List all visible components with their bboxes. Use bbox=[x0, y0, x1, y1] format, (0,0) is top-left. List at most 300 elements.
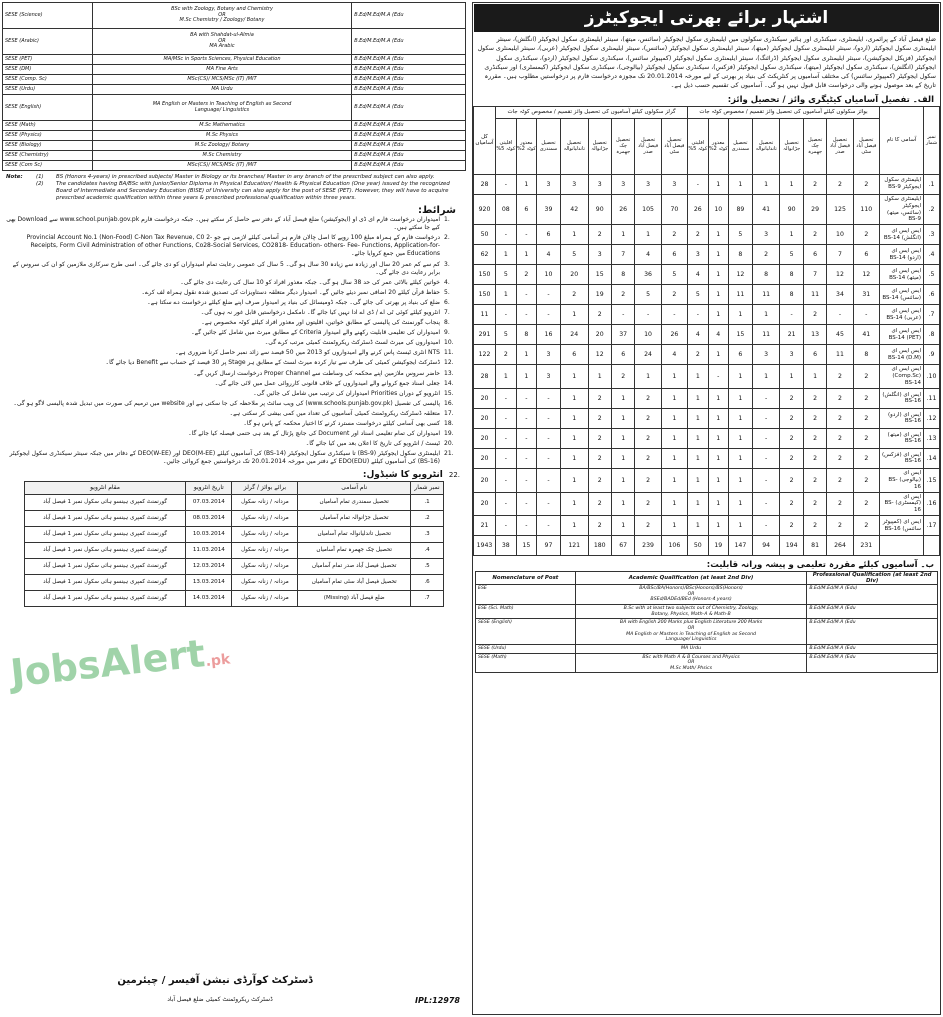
row-total: 20 bbox=[474, 408, 496, 428]
girls-count: 1 bbox=[496, 365, 517, 389]
boys-count: 1 bbox=[708, 225, 728, 245]
post-name: تحصیل فیصل آباد سٹی تمام آسامیاں bbox=[298, 574, 411, 590]
serial: 1. bbox=[924, 174, 940, 194]
condition-number: 6. bbox=[444, 298, 450, 306]
condition-number: 10. bbox=[444, 339, 454, 347]
tehsil-col-header: تحصیل تاندلیانوالہ bbox=[752, 118, 780, 174]
qual-row bbox=[476, 644, 938, 653]
girls-count: 3 bbox=[661, 174, 687, 194]
girls-count: 2 bbox=[588, 225, 611, 245]
girls-count: - bbox=[516, 408, 536, 428]
girls-count: 1 bbox=[661, 492, 687, 516]
row-total: 20 bbox=[474, 448, 496, 468]
condition-text: ضلع کی بنیاد پر بھرتی کی جائے گی۔ جبکہ ڈومیسائل کی بنیاد پر امیدوار صرف اپنے ضلع کیلئے درخواست دے سکتا ہے۔ bbox=[147, 298, 440, 306]
girls-count: 2 bbox=[635, 448, 661, 468]
school-type: مردانہ / زنانہ سکول bbox=[232, 542, 298, 558]
academic-qual: MA English or Masters in Teaching of English as Second Language/ Linguistics bbox=[92, 95, 351, 121]
boys-count: 45 bbox=[827, 325, 853, 345]
girls-total: 121 bbox=[560, 536, 588, 556]
post-name: ایلیمنٹری سکول ایجوکیٹر (سائنس، میتھ) BS-9 bbox=[880, 194, 924, 225]
boys-count: 11 bbox=[728, 285, 752, 305]
girls-count: 1 bbox=[635, 225, 661, 245]
school-type: مردانہ / زنانہ سکول bbox=[232, 590, 298, 606]
boys-count: 1 bbox=[688, 448, 708, 468]
boys-count: 12 bbox=[728, 265, 752, 285]
girls-count: 1 bbox=[560, 428, 588, 448]
girls-count: 2 bbox=[635, 388, 661, 408]
boys-count: 1 bbox=[780, 174, 803, 194]
boys-count: 2 bbox=[827, 388, 853, 408]
condition-text: خواتین کیلئے بالائی عمر کی حد 38 سال ہو گی۔ جبکہ معذور افراد کو 10 سال کی رعایت دی جائے گی۔ bbox=[180, 278, 440, 286]
girls-count: 20 bbox=[588, 325, 611, 345]
qual-row bbox=[476, 585, 938, 605]
boys-count: 1 bbox=[688, 365, 708, 389]
row-total: 11 bbox=[474, 305, 496, 325]
post-name: SESE (English) bbox=[3, 95, 93, 121]
condition-item bbox=[6, 380, 462, 388]
girls-count: 2 bbox=[516, 265, 536, 285]
professional-qual: B.Ed/M.Ed/M.A (Edu bbox=[352, 65, 466, 75]
serial: 2. bbox=[924, 194, 940, 225]
note-item bbox=[36, 181, 462, 202]
row-total: 122 bbox=[474, 345, 496, 365]
boys-count: 1 bbox=[708, 516, 728, 536]
boys-count: 12 bbox=[827, 265, 853, 285]
boys-total: 94 bbox=[752, 536, 780, 556]
girls-count: 1 bbox=[560, 516, 588, 536]
condition-number: 9. bbox=[444, 329, 450, 337]
vacancy-row bbox=[474, 468, 940, 492]
post-name: SESE (Math) bbox=[476, 653, 576, 673]
boys-count: - bbox=[780, 305, 803, 325]
academic-qual: M.Sc Chemistry bbox=[92, 151, 351, 161]
academic-qual: MSc(CS)/ MCS/MSc (IT) /MIT bbox=[92, 75, 351, 85]
girls-count: 2 bbox=[588, 516, 611, 536]
watermark-text: JobsAlert bbox=[8, 631, 208, 696]
post-name: تحصیل تاندلیانوالہ تمام آسامیاں bbox=[298, 526, 411, 542]
girls-count: 6 bbox=[516, 194, 536, 225]
boys-header: بوائز سکولوں کیلئے آسامیوں کی تحصیل وائز تقسیم / مخصوص کوٹہ جات bbox=[688, 106, 880, 118]
professional-qual: B.Ed/M.Ed/M.A (Edu bbox=[807, 644, 938, 653]
note-text: BS (Honors 4-years) in prescribed subjects/ Master in Biology or its branches/ Master in any branch of the prescribed subject can also apply. bbox=[56, 174, 435, 180]
boys-count: 41 bbox=[752, 194, 780, 225]
tehsil-col-header: تحصیل فیصل آباد صدر bbox=[827, 118, 853, 174]
post-name: SESE (Science) bbox=[3, 3, 93, 29]
girls-count: 1 bbox=[661, 448, 687, 468]
condition-number: 4. bbox=[444, 278, 450, 286]
girls-count: 6 bbox=[560, 345, 588, 365]
boys-count: 2 bbox=[827, 365, 853, 389]
boys-total: 231 bbox=[853, 536, 879, 556]
boys-count: 125 bbox=[827, 194, 853, 225]
post-name: SESE (DM) bbox=[3, 65, 93, 75]
girls-count: 2 bbox=[588, 492, 611, 516]
condition-item bbox=[6, 370, 462, 378]
qualification-continued-table bbox=[2, 2, 466, 171]
girls-count: 105 bbox=[635, 194, 661, 225]
tehsil-col-header: تحصیل فیصل آباد سٹی bbox=[661, 118, 687, 174]
girls-count: 6 bbox=[611, 345, 635, 365]
boys-count: 2 bbox=[803, 174, 827, 194]
vacancy-row bbox=[474, 225, 940, 245]
condition-text: کم سے کم عمر 20 سال اور زیادہ سے زیادہ 30 سال ہو گی۔ 5 سال کی عمومی رعایت تمام امیدواران کو دی جائے گی۔ اسی طرح سرکاری ملازمین کو ان کی سروس کے برابر رعایت دی جائے گی۔ bbox=[12, 260, 440, 276]
interview-date: 07.03.2014 bbox=[186, 494, 232, 510]
girls-count: 4 bbox=[661, 345, 687, 365]
academic-qual: B.Sc with at least two subjects out of Chemistry, Zoology, Botany, Physics, Math-A & Math-B bbox=[575, 605, 807, 619]
interview-date: 13.03.2014 bbox=[186, 574, 232, 590]
condition-text: امیدواران درخواست فارم ای ڈی او (ایجوکیشن) ضلع فیصل آباد کے دفتر سے حاصل کر سکتے ہیں۔ جبکہ درخواست فارم www.school.punjab.gov.pk سے Download بھی کیے جا سکتے ہیں۔ bbox=[6, 216, 440, 232]
vacancy-row bbox=[474, 265, 940, 285]
boys-count: 29 bbox=[803, 194, 827, 225]
boys-count: 1 bbox=[728, 428, 752, 448]
post-name: SESE (Chemistry) bbox=[3, 151, 93, 161]
interview-col-header: مقام انٹرویو bbox=[25, 481, 186, 494]
row-total: 20 bbox=[474, 388, 496, 408]
boys-count: 3 bbox=[688, 245, 708, 265]
academic-qual: M.Sc Mathematics bbox=[92, 121, 351, 131]
girls-count: - bbox=[635, 305, 661, 325]
girls-count: 2 bbox=[635, 468, 661, 492]
serial: 13. bbox=[924, 428, 940, 448]
girls-count: - bbox=[496, 225, 517, 245]
condition-number: 2. bbox=[444, 234, 450, 242]
boys-count: 2 bbox=[803, 428, 827, 448]
school-type: مردانہ / زنانہ سکول bbox=[232, 526, 298, 542]
girls-count: 6 bbox=[537, 225, 561, 245]
boys-count: 2 bbox=[780, 428, 803, 448]
girls-count: 1 bbox=[560, 492, 588, 516]
qual-row bbox=[3, 151, 466, 161]
girls-count: 2 bbox=[635, 408, 661, 428]
academic-qual: MA Urdu bbox=[92, 85, 351, 95]
girls-count: 1 bbox=[611, 516, 635, 536]
vacancy-row bbox=[474, 448, 940, 468]
post-name: SESE (Arabic) bbox=[3, 29, 93, 55]
girls-count: - bbox=[496, 408, 517, 428]
girls-count: 39 bbox=[537, 194, 561, 225]
girls-count: 1 bbox=[560, 388, 588, 408]
boys-count: 2 bbox=[827, 174, 853, 194]
interview-col-header: برائے بوائز / گرلز bbox=[232, 481, 298, 494]
school-type: مردانہ / زنانہ سکول bbox=[232, 494, 298, 510]
boys-count: 10 bbox=[827, 225, 853, 245]
academic-qual: MA Fine Arts bbox=[92, 65, 351, 75]
row-total: 150 bbox=[474, 285, 496, 305]
post-name: ایس ایس ای (انگلش) BS-14 bbox=[880, 225, 924, 245]
tehsil-col-header: اقلیتی کوٹہ 5% bbox=[688, 118, 708, 174]
vacancy-row bbox=[474, 516, 940, 536]
boys-count: 2 bbox=[827, 448, 853, 468]
girls-count: 7 bbox=[611, 245, 635, 265]
interview-table bbox=[24, 481, 444, 607]
notes-label: Note: bbox=[6, 174, 23, 180]
girls-count: 3 bbox=[560, 174, 588, 194]
condition-text: درخواست فارم کے ہمراہ مبلغ 100 روپے کا اصل چالان فارم ہر آسامی کیلئے لازمی ہے جو Provincial Account No.1 (Non-Food) C-Non Tax Revenue, C0 2-Receipts, Form Civil Administration of other Functions, Co28-Social Services, CO2818- Education- others- Fee- Functions, Application-for-Educations میں جمع کروایا جائے۔ bbox=[26, 234, 440, 258]
interview-venue: گورنمنٹ کمپری ہینسو ہائی سکول نمبر 1 فیصل آباد bbox=[25, 558, 186, 574]
boys-count: 5 bbox=[780, 245, 803, 265]
girls-count: 2 bbox=[611, 365, 635, 389]
professional-qual: B.Ed/M.Ed/M.A (Edu bbox=[352, 75, 466, 85]
interview-number: 22. bbox=[448, 470, 460, 479]
post-name: SESE (Urdu) bbox=[476, 644, 576, 653]
qual-row bbox=[476, 653, 938, 673]
girls-count: 2 bbox=[635, 428, 661, 448]
tehsil-col-header: تحصیل فیصل آباد سٹی bbox=[853, 118, 879, 174]
girls-count: - bbox=[537, 516, 561, 536]
academic-qual: BSc with Zoology, Botany and Chemistry OR M.Sc Chemistry / Zoology/ Botany bbox=[92, 3, 351, 29]
girls-count: 2 bbox=[588, 408, 611, 428]
boys-count: 1 bbox=[708, 408, 728, 428]
boys-count: 2 bbox=[853, 492, 879, 516]
girls-count: 2 bbox=[560, 285, 588, 305]
post-name: ایس ای (کمپیوٹر سائنس) BS-16 bbox=[880, 516, 924, 536]
vacancy-row bbox=[474, 345, 940, 365]
girls-total: 97 bbox=[537, 536, 561, 556]
boys-count: 2 bbox=[780, 408, 803, 428]
post-name: ایلیمنٹری سکول ایجوکیٹر BS-9 bbox=[880, 174, 924, 194]
boys-count: 1 bbox=[708, 388, 728, 408]
vacancy-row bbox=[474, 408, 940, 428]
boys-count: 1 bbox=[728, 408, 752, 428]
girls-count: 12 bbox=[588, 345, 611, 365]
professional-qual: B.Ed/M.Ed/M.A (Edu bbox=[807, 605, 938, 619]
girls-count: 24 bbox=[635, 345, 661, 365]
boys-count: 7 bbox=[827, 245, 853, 265]
row-total: 50 bbox=[474, 225, 496, 245]
ipl-number: IPL:12978 bbox=[415, 996, 460, 1005]
vacancy-total-row bbox=[474, 536, 940, 556]
boys-count: 8 bbox=[752, 265, 780, 285]
girls-count: 1 bbox=[516, 345, 536, 365]
post-name: ایس ای (اردو) BS-16 bbox=[880, 408, 924, 428]
boys-count: - bbox=[688, 174, 708, 194]
condition-number: 8. bbox=[444, 319, 450, 327]
girls-count: - bbox=[496, 174, 517, 194]
qual-row bbox=[3, 65, 466, 75]
professional-qual: B.Ed/M.Ed/M.A (Edu bbox=[807, 653, 938, 673]
boys-count: 2 bbox=[780, 468, 803, 492]
interview-col-header: نمبر شمار bbox=[411, 481, 444, 494]
girls-count: 1 bbox=[588, 365, 611, 389]
condition-number: 15. bbox=[444, 389, 454, 397]
post-name: ضلع فیصل آباد (Missing) bbox=[298, 590, 411, 606]
girls-total: 67 bbox=[611, 536, 635, 556]
interview-col-header: نام آسامی bbox=[298, 481, 411, 494]
tehsil-col-header: تحصیل تاندلیانوالہ bbox=[560, 118, 588, 174]
condition-item bbox=[6, 329, 462, 337]
boys-count: 2 bbox=[752, 245, 780, 265]
girls-count: 1 bbox=[560, 365, 588, 389]
qual-row bbox=[3, 141, 466, 151]
girls-count: 70 bbox=[661, 194, 687, 225]
boys-count: 1 bbox=[688, 388, 708, 408]
post-name: ایس ایس ای (عربی) BS-14 bbox=[880, 305, 924, 325]
qual-row bbox=[476, 619, 938, 645]
girls-count: 15 bbox=[588, 265, 611, 285]
girls-count: 24 bbox=[560, 325, 588, 345]
condition-number: 11. bbox=[444, 349, 454, 357]
boys-count: 2 bbox=[780, 388, 803, 408]
boys-total: 147 bbox=[728, 536, 752, 556]
boys-count: 6 bbox=[803, 345, 827, 365]
interview-row bbox=[25, 542, 444, 558]
girls-count: 3 bbox=[635, 174, 661, 194]
boys-count: 12 bbox=[853, 265, 879, 285]
professional-qual: B.Ed/M.Ed/M.A (Edu bbox=[807, 619, 938, 645]
section-a-heading: الف۔ تفصیل آسامیاں کیٹیگری وائز / تحصیل وائز: bbox=[727, 94, 934, 105]
boys-count: 1 bbox=[708, 448, 728, 468]
boys-count: 2 bbox=[803, 388, 827, 408]
condition-item bbox=[6, 319, 462, 327]
boys-count: 1 bbox=[752, 174, 780, 194]
girls-count: 3 bbox=[537, 365, 561, 389]
girls-count: - bbox=[537, 285, 561, 305]
girls-count: 10 bbox=[635, 325, 661, 345]
girls-count: 3 bbox=[588, 245, 611, 265]
note-number: (2) bbox=[36, 181, 44, 188]
notes-section bbox=[2, 171, 466, 205]
boys-count: 11 bbox=[803, 285, 827, 305]
condition-number: 7. bbox=[444, 309, 450, 316]
boys-count: - bbox=[853, 305, 879, 325]
post-header: آسامی کا نام bbox=[880, 106, 924, 174]
boys-count: 7 bbox=[803, 265, 827, 285]
boys-count: 2 bbox=[853, 225, 879, 245]
serial: 2. bbox=[411, 510, 444, 526]
girls-count: - bbox=[537, 428, 561, 448]
boys-count: 2 bbox=[780, 492, 803, 516]
girls-total: 15 bbox=[516, 536, 536, 556]
interview-row bbox=[25, 494, 444, 510]
boys-total: 264 bbox=[827, 536, 853, 556]
boys-count: 2 bbox=[853, 448, 879, 468]
note-item bbox=[36, 174, 462, 181]
professional-qual: B.Ed/M.Ed/M.A (Edu bbox=[352, 161, 466, 171]
condition-item bbox=[6, 420, 462, 428]
interview-venue: گورنمنٹ کمپری ہینسو ہائی سکول نمبر 1 فیصل آباد bbox=[25, 542, 186, 558]
condition-item bbox=[6, 390, 462, 398]
interview-date: 10.03.2014 bbox=[186, 526, 232, 542]
girls-count: 1 bbox=[661, 428, 687, 448]
condition-item bbox=[6, 299, 462, 307]
boys-count: 1 bbox=[728, 448, 752, 468]
girls-count: 4 bbox=[537, 245, 561, 265]
girls-count: 5 bbox=[496, 265, 517, 285]
condition-item bbox=[6, 450, 462, 466]
condition-number: 18. bbox=[444, 420, 454, 428]
vacancy-row bbox=[474, 305, 940, 325]
girls-count: - bbox=[516, 305, 536, 325]
girls-count: 8 bbox=[516, 325, 536, 345]
boys-count: 3 bbox=[780, 345, 803, 365]
boys-count: 2 bbox=[853, 516, 879, 536]
condition-text: ٹیسٹ / انٹرویو کی تاریخ کا اعلان بعد میں کیا جائے گا۔ bbox=[305, 440, 440, 448]
condition-text: کسی بھی آسامی کیلئے درخواست مسترد کرنے کا اختیار محکمہ کے پاس ہو گا۔ bbox=[243, 420, 440, 428]
condition-text: پالیسی کی تفصیل (www.schools.punjab.gov.pk) کی ویب سائٹ پر ملاحظہ کی جا سکتی ہے اور website میں ترمیم کی صورت میں تبدیل شدہ پالیسی لاگو ہو گی۔ bbox=[13, 399, 440, 407]
boys-count: 5 bbox=[728, 225, 752, 245]
boys-count: 1 bbox=[708, 428, 728, 448]
post-name: SESE (Com Sc) bbox=[3, 161, 93, 171]
boys-count: - bbox=[752, 516, 780, 536]
girls-count: 1 bbox=[661, 468, 687, 492]
qual-row bbox=[3, 85, 466, 95]
boys-count: 11 bbox=[827, 345, 853, 365]
tehsil-col-header: معذور کوٹہ 2% bbox=[516, 118, 536, 174]
note-text: The candidates having BA/BSc with Junior/Senior Diploma in Physical Education/ Health & Physical Education (One year) issued by the recognized Board of Intermediate and Secondary Education (BISE) of University can also apply for the post of SESE (PET). However, they will have to acquire prescribed academic qualification within three years & prescribed professional qualification within three years. bbox=[56, 181, 450, 202]
boys-count: 6 bbox=[853, 245, 879, 265]
girls-count: 19 bbox=[588, 285, 611, 305]
serial: 10. bbox=[924, 365, 940, 389]
boys-count: 10 bbox=[708, 194, 728, 225]
qual-row bbox=[3, 95, 466, 121]
serial: 6. bbox=[411, 574, 444, 590]
boys-count: 2 bbox=[827, 428, 853, 448]
qual-row bbox=[3, 161, 466, 171]
interview-row bbox=[25, 574, 444, 590]
boys-count: 89 bbox=[728, 194, 752, 225]
condition-text: حفاظ قرآن کیلئے 20 اضافی نمبر دیئے جائیں گے۔ امیدوار دیگر متعلقہ دستاویزات کی تصدیق شدہ نقول ہمراہ لف کرے۔ bbox=[141, 288, 440, 296]
girls-count: 1 bbox=[516, 245, 536, 265]
interview-row bbox=[25, 558, 444, 574]
professional-qual: B.Ed/M.Ed/M.A (Edu bbox=[352, 3, 466, 29]
post-name: SESE (PET) bbox=[3, 55, 93, 65]
row-total: 28 bbox=[474, 174, 496, 194]
tehsil-col-header: اقلیتی کوٹہ 5% bbox=[496, 118, 517, 174]
serial: 9. bbox=[924, 345, 940, 365]
boys-count: 1 bbox=[728, 305, 752, 325]
boys-count: 2 bbox=[853, 468, 879, 492]
condition-item bbox=[6, 216, 462, 232]
row-total: 21 bbox=[474, 516, 496, 536]
girls-total: 38 bbox=[496, 536, 517, 556]
boys-count: 1 bbox=[708, 468, 728, 492]
boys-count: 1 bbox=[708, 174, 728, 194]
section-b-heading: ب۔ آسامیوں کیلئے مقررہ تعلیمی و پیشہ ورانہ قابلیت: bbox=[706, 560, 934, 571]
girls-total: 106 bbox=[661, 536, 687, 556]
girls-count: - bbox=[496, 468, 517, 492]
girls-count: 5 bbox=[496, 325, 517, 345]
boys-count: 1 bbox=[728, 365, 752, 389]
serial: 17. bbox=[924, 516, 940, 536]
condition-text: جعلی اسناد جمع کروانے والے امیدواروں کے خلاف قانونی کارروائی عمل میں لائی جائے گی۔ bbox=[214, 379, 440, 387]
girls-count: - bbox=[496, 448, 517, 468]
serial: 7. bbox=[411, 590, 444, 606]
interview-row bbox=[25, 590, 444, 606]
qual-row bbox=[3, 121, 466, 131]
post-name: ایس ایس ای (D.M) BS-14 bbox=[880, 345, 924, 365]
note-number: (1) bbox=[36, 174, 44, 180]
boys-count: 1 bbox=[728, 492, 752, 516]
boys-count: 2 bbox=[803, 305, 827, 325]
school-type: مردانہ / زنانہ سکول bbox=[232, 558, 298, 574]
interview-venue: گورنمنٹ کمپری ہینسو ہائی سکول نمبر 1 فیصل آباد bbox=[25, 590, 186, 606]
serial bbox=[924, 536, 940, 556]
row-total: 62 bbox=[474, 245, 496, 265]
girls-count: 1 bbox=[611, 408, 635, 428]
boys-count: 2 bbox=[803, 225, 827, 245]
boys-count: 2 bbox=[853, 408, 879, 428]
serial: 4. bbox=[924, 245, 940, 265]
right-column bbox=[472, 2, 941, 1015]
boys-count: 90 bbox=[780, 194, 803, 225]
advert-intro: ضلع فیصل آباد کے پرائمری، ایلیمنٹری، سیکنڈری اور ہائیر سیکنڈری سکولوں میں ایلیمنٹری سکول ایجوکیٹر (سائنس، میتھ)، سینئر ایلیمنٹری سکول ایجوکیٹر (انگلش)، سینئر ایلیمنٹری سکول ایجوکیٹر (اردو)، سینئر ایلیمنٹری سکول ایجوکیٹر (میتھ)، سینئر ایلیمنٹری سکول ایجوکیٹر (سائنس)، سینئر ایلیمنٹری سکول ایجوکیٹر (عربی)، سینئر ایلیمنٹری سکول ایجوکیٹر (فزیکل ایجوکیشن)، سینئر ایلیمنٹری سکول ایجوکیٹر (ڈرائنگ)، سینئر ایلیمنٹری سکول ایجوکیٹر (کمپیوٹر سائنس)، سیکنڈری سکول ایجوکیٹر (اردو)، سیکنڈری سکول ایجوکیٹر (انگلش)، سیکنڈری سکول ایجوکیٹر (میتھ)، سیکنڈری سکول ایجوکیٹر (فزکس)، سیکنڈری سکول ایجوکیٹر (بیالوجی)، سیکنڈری سکول ایجوکیٹر (کیمسٹری) اور سیکنڈری سکول ایجوکیٹر (کمپیوٹر سائنس) کی مختلف آسامیوں پر کنٹریکٹ کی بنیاد پر بھرتی کے لیے مورخہ 20.01.2014 تک مجوزہ درخواست فارم پر درخواستیں مطلوب ہیں۔ مقررہ تاریخ کے بعد موصول ہونے والی درخواست قابل قبول نہیں ہو گی۔ آسامیوں کی تقسیم حسب ذیل ہے۔ bbox=[477, 36, 936, 90]
boys-count: 2 bbox=[803, 448, 827, 468]
interview-col-header: تاریخ انٹرویو bbox=[186, 481, 232, 494]
girls-count: 1 bbox=[560, 468, 588, 492]
post-name: ایس ایس ای (سائنس) BS-14 bbox=[880, 285, 924, 305]
interview-date: 14.03.2014 bbox=[186, 590, 232, 606]
boys-count: 1 bbox=[728, 468, 752, 492]
